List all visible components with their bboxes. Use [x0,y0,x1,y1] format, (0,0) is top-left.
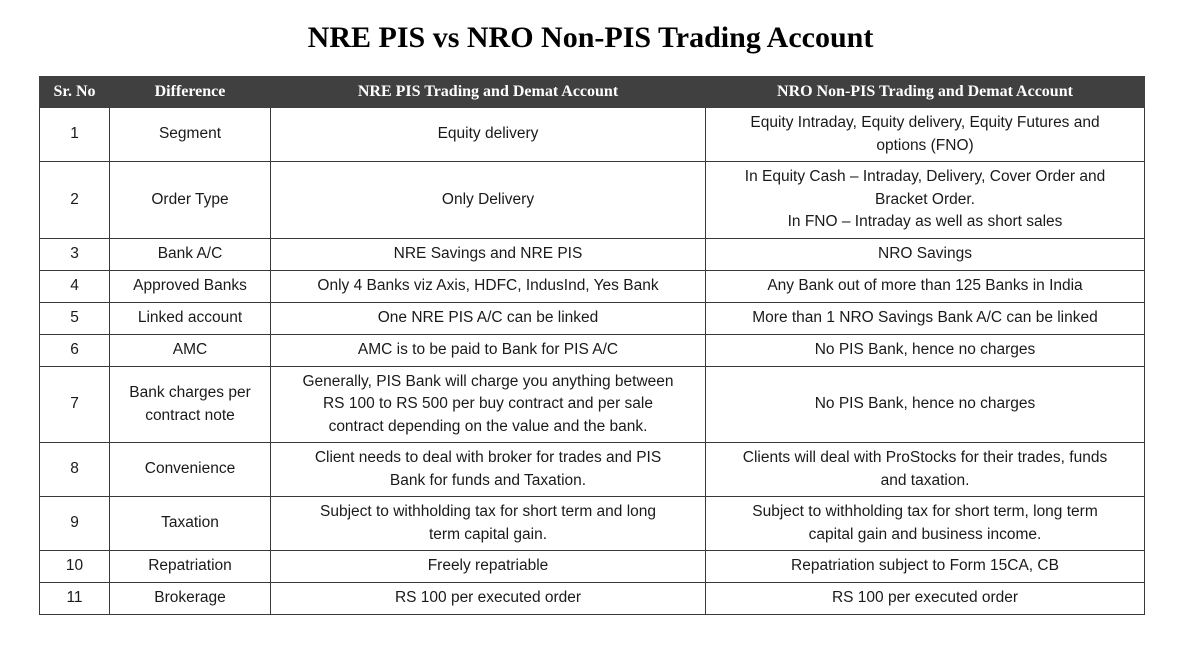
cell-text-line: Bracket Order. [875,190,975,208]
cell-text-line: In FNO – Intraday as well as short sales [787,213,1063,231]
cell-nro-non-pis [706,367,1145,443]
cell-text-line: Equity Intraday, Equity delivery, Equity Futures and [750,114,1100,131]
cell-text-line: Client needs to deal with broker for trades and PIS [314,449,662,466]
cell-text-line: Freely repatriable [427,557,549,575]
page-title: NRE PIS vs NRO Non-PIS Trading Account [307,21,874,54]
cell-text-line: More than 1 NRO Savings Bank A/C can be linked [752,309,1098,327]
cell-sr-no: 3 [40,239,110,271]
cell-text-line: options (FNO) [876,136,974,154]
cell-text-line: One NRE PIS A/C can be linked [377,309,599,327]
cell-text-line: No PIS Bank, hence no charges [814,341,1036,359]
table-row [40,271,1145,303]
cell-text-line: Clients will deal with ProStocks for their trades, funds [742,449,1108,466]
cell-text-line: Only 4 Banks viz Axis, HDFC, IndusInd, Yes Bank [317,277,659,295]
table-row [40,443,1145,497]
cell-difference [110,335,271,367]
cell-text-line: term capital gain. [428,525,548,543]
cell-difference [110,303,271,335]
cell-difference [110,551,271,583]
cell-difference [110,583,271,615]
cell-text-line: In Equity Cash – Intraday, Delivery, Cover Order and [744,168,1106,186]
cell-sr-no: 9 [40,497,110,551]
cell-nro-non-pis [706,162,1145,239]
table-row [40,551,1145,583]
cell-nre-pis [271,367,706,443]
table-body [40,108,1145,615]
cell-text-line: Any Bank out of more than 125 Banks in India [767,277,1083,295]
cell-nro-non-pis [706,239,1145,271]
table-row [40,239,1145,271]
cell-nre-pis [271,271,706,303]
cell-nre-pis [271,108,706,162]
cell-sr-no: 11 [40,583,110,615]
cell-sr-no: 10 [40,551,110,583]
cell-nro-non-pis [706,271,1145,303]
cell-difference [110,367,271,443]
cell-text-line: NRE Savings and NRE PIS [393,245,583,263]
cell-text-line: Order Type [151,190,229,208]
cell-nre-pis [271,239,706,271]
cell-nro-non-pis [706,335,1145,367]
cell-difference [110,162,271,239]
cell-text-line: AMC [172,341,208,359]
table-row [40,497,1145,551]
cell-text-line: contract depending on the value and the bank. [328,417,648,435]
header-nro-non-pis: NRO Non-PIS Trading and Demat Account [706,77,1145,108]
cell-nre-pis [271,335,706,367]
cell-nre-pis [271,162,706,239]
cell-text-line: and taxation. [880,471,970,489]
cell-nro-non-pis [706,303,1145,335]
cell-text-line: Convenience [144,460,236,478]
cell-text-line: capital gain and business income. [808,525,1042,543]
cell-text-line: Subject to withholding tax for short term and long [319,503,657,520]
table-header-row [40,77,1145,108]
cell-nro-non-pis [706,497,1145,551]
cell-difference [110,497,271,551]
cell-sr-no: 2 [40,162,110,239]
header-sr-no: Sr. No [40,77,110,108]
cell-nre-pis [271,497,706,551]
cell-nro-non-pis [706,551,1145,583]
comparison-table [39,76,1145,615]
cell-sr-no: 8 [40,443,110,497]
cell-sr-no: 1 [40,108,110,162]
cell-text-line: Bank for funds and Taxation. [389,471,587,489]
cell-difference [110,239,271,271]
cell-sr-no: 6 [40,335,110,367]
cell-nre-pis [271,583,706,615]
table-row [40,162,1145,239]
header-nre-pis: NRE PIS Trading and Demat Account [271,77,706,108]
cell-text-line: Repatriation subject to Form 15CA, CB [791,557,1059,575]
cell-text-line: Generally, PIS Bank will charge you anything between [302,372,674,390]
cell-nre-pis [271,303,706,335]
cell-text-line: RS 100 to RS 500 per buy contract and per sale [322,395,653,413]
cell-nro-non-pis [706,108,1145,162]
cell-text-line: Segment [158,125,222,143]
table-row [40,303,1145,335]
cell-sr-no: 5 [40,303,110,335]
cell-text-line: NRO Savings [878,245,972,263]
cell-nre-pis [271,551,706,583]
cell-text-line: Approved Banks [133,277,247,295]
cell-text-line: Taxation [161,514,219,532]
table-row [40,108,1145,162]
cell-nro-non-pis [706,443,1145,497]
cell-text-line: RS 100 per executed order [394,589,582,607]
cell-text-line: Only Delivery [441,190,535,208]
table-row [40,583,1145,615]
cell-text-line: Bank A/C [157,245,223,263]
cell-sr-no: 7 [40,367,110,443]
cell-sr-no: 4 [40,271,110,303]
cell-text-line: contract note [145,406,235,424]
cell-text-line: Subject to withholding tax for short term, long term [752,503,1098,520]
cell-difference [110,271,271,303]
cell-nre-pis [271,443,706,497]
cell-text-line: Linked account [137,309,243,327]
cell-difference [110,108,271,162]
cell-text-line: Equity delivery [437,125,539,143]
header-difference: Difference [110,77,271,108]
cell-text-line: No PIS Bank, hence no charges [814,395,1036,413]
cell-text-line: Brokerage [154,589,226,607]
cell-text-line: AMC is to be paid to Bank for PIS A/C [357,341,619,359]
table-row [40,367,1145,443]
cell-text-line: Repatriation [148,557,232,575]
table-row [40,335,1145,367]
cell-text-line: RS 100 per executed order [831,589,1019,607]
cell-difference [110,443,271,497]
cell-nro-non-pis [706,583,1145,615]
cell-text-line: Bank charges per [129,384,251,401]
